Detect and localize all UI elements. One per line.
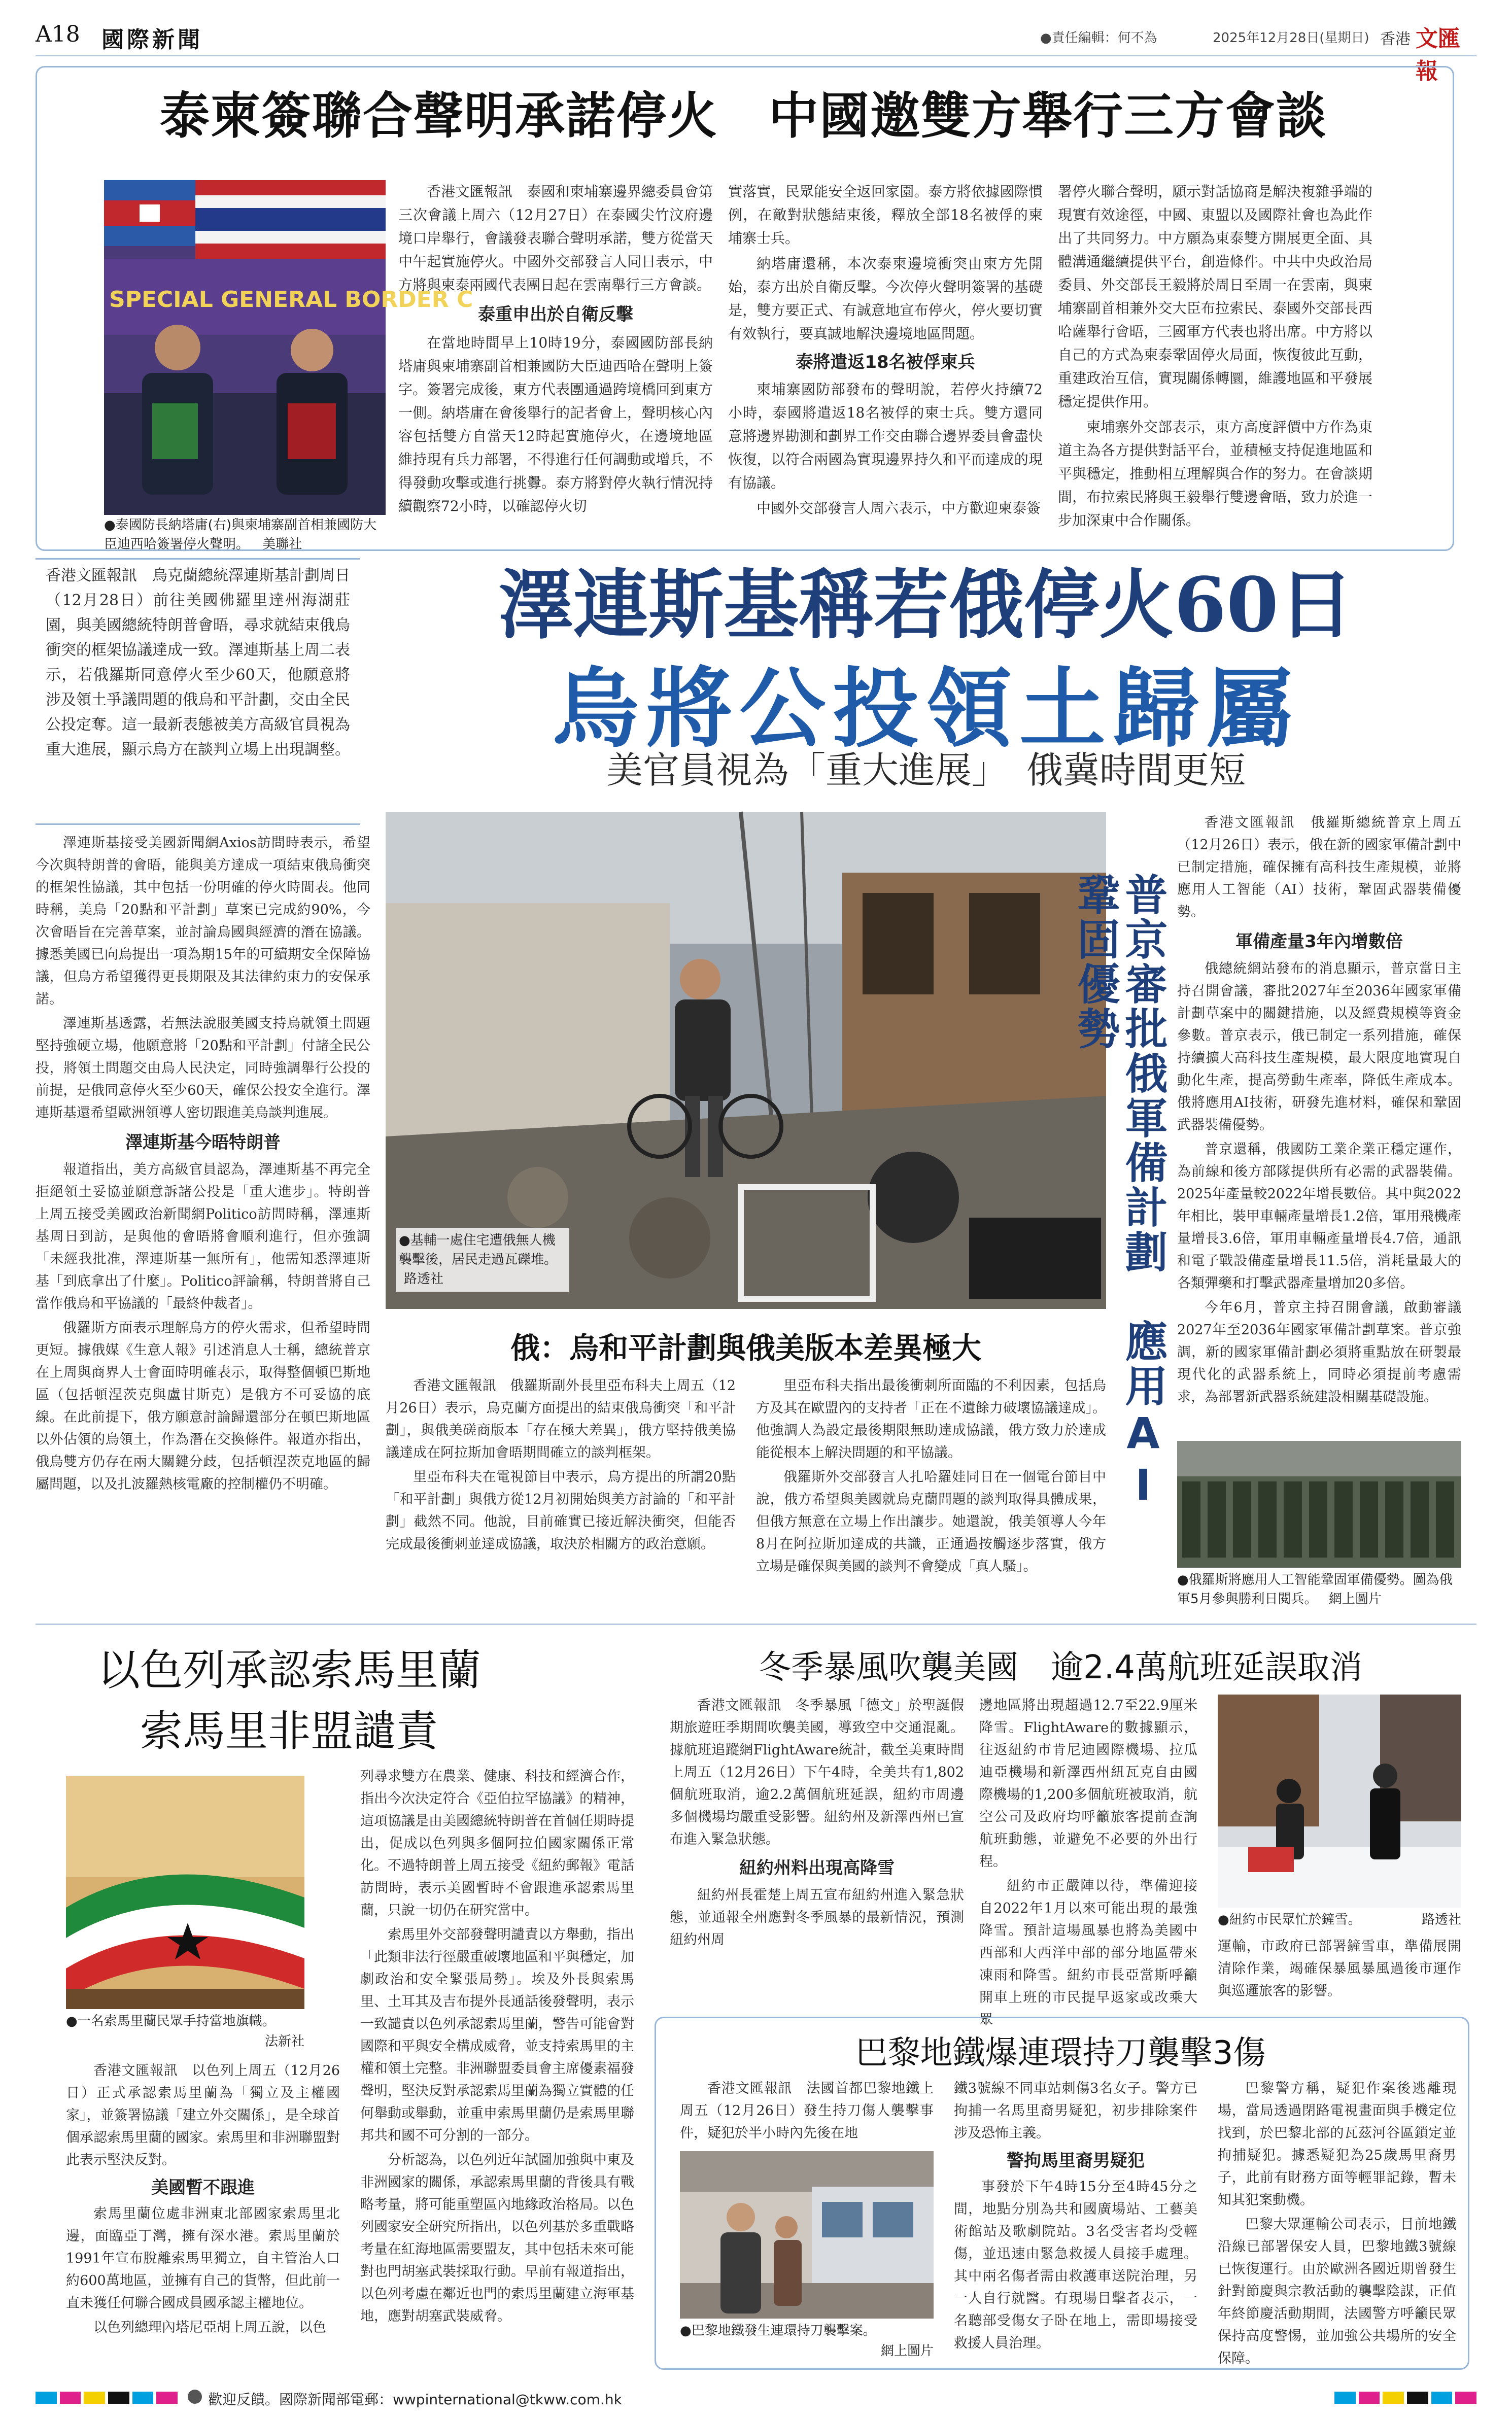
- section-divider: [36, 1624, 1476, 1625]
- right-column: [1177, 812, 1461, 1426]
- story1-caption-text: ●泰國防長納塔庸(右)與柬埔寨副首相兼國防大臣迪西哈簽署停火聲明。: [104, 517, 376, 552]
- region-label: 香港: [1380, 30, 1411, 48]
- main-lead: 香港文匯報訊 烏克蘭總統澤連斯基計劃周日（12月28日）前往美國佛羅里達州海湖莊園，與美國總統特朗普會晤，尋求就結束俄烏衝突的框架協議達成一致。澤連斯基上周二表示，若俄羅斯同意停火至少60天，他願意將涉及領土爭議問題的俄烏和平計劃，交由全民公投定奪。這一最新表態被美方高級官員視為重大進展，顯示烏方在談判立場上出現調整。: [46, 567, 350, 758]
- somali-paragraph-1: 香港文匯報訊 以色列上周五（12月26日）正式承認索馬里蘭為「獨立及主權國家」，並簽署協議「建立外交關係」，是全球首個承認索馬里蘭的國家。索馬里和非洲聯盟對此表示堅決反對。: [66, 2063, 340, 2168]
- story1-caption-credit: 美聯社: [262, 537, 302, 552]
- right-subhead: 軍備產量3年內增數倍: [1235, 931, 1403, 952]
- somali-subhead: 美國暫不跟進: [151, 2178, 255, 2198]
- masthead-divider: [36, 55, 1476, 56]
- right-paragraph-1: 香港文匯報訊 俄羅斯總統普京上周五（12月26日）表示，俄在新的國家軍備計劃中已制定措施，確保擁有高科技生產規模，並將應用人工智能（AI）技術，鞏固武器裝備優勢。: [1177, 815, 1461, 920]
- storm-column-2: [979, 1695, 1197, 2028]
- main-mid-paragraph-4: 俄羅斯外交部發言人扎哈羅娃同日在一個電台節目中說，俄方希望與美國就烏克蘭問題的談判取得具體成果，但俄方無意在立場上作出讓步。她還說，俄美領導人今年8月在阿拉斯加達成的共識，正通過按觸逐步落實，俄方立場是確保與美國的談判不會變成「真人騷」。: [756, 1469, 1106, 1574]
- story1-paragraph-5: 柬埔寨國防部發布的聲明說，若停火持續72小時，泰國將遣返18名被俘的柬士兵。雙方還同意將邊界勘測和劃界工作交由聯合邊界委員會盡快恢復，以符合兩國為實現邊界持久和平而達成的現有協議。: [728, 381, 1043, 491]
- right-vertical-headline: 普京審批俄軍備計劃 應用AI鞏固優勢: [1071, 873, 1168, 1512]
- main-left-paragraph-2: 澤連斯基透露，若無法說服美國支持烏就領土問題堅持強硬立場，他願意將「20點和平計劃」付諸全民公投，將領土問題交由烏人民決定，同時強調舉行公投的前提，是俄同意停火至少60天，確保公投安全進行。澤連斯基還希望歐洲領導人密切跟進美烏談判進展。: [36, 1016, 370, 1121]
- storm-column-3: [1218, 1936, 1461, 2009]
- color-bar-right: [1334, 2392, 1476, 2404]
- masthead: [36, 20, 1476, 84]
- page-number: A18: [36, 21, 80, 47]
- story1-paragraph-8: 柬埔寨外交部表示，東方高度評價中方作為東道主為各方提供對話平台，並積極支持促進地區和平與穩定，推動相互理解與合作的努力。在會談期間，布拉索民將與王毅舉行雙邊會晤，致力於進一步加深東中合作關係。: [1058, 419, 1372, 529]
- kyiv-caption-credit: 路透社: [404, 1271, 444, 1287]
- footer: [36, 2385, 1476, 2410]
- main-left-subhead: 澤連斯基今晤特朗普: [125, 1132, 281, 1153]
- paris-paragraph-1: 香港文匯報訊 法國首都巴黎地鐵上周五（12月26日）發生持刀傷人襲擊事件，疑犯於半小時內先後在地: [680, 2081, 934, 2141]
- paris-headline: 巴黎地鐵爆連環持刀襲擊3傷: [855, 2034, 1266, 2072]
- story1-subhead-2: 泰將遣返18名被俘柬兵: [796, 352, 975, 372]
- storm-column-1: [670, 1695, 964, 2009]
- somali-headline-2: 索馬里非盟譴責: [140, 1706, 438, 1756]
- snow-shoveling-illustration: [1218, 1695, 1461, 1908]
- somali-paragraph-4: 列尋求雙方在農業、健康、科技和經濟合作，指出今次決定符合《亞伯拉罕協議》的精神，這項協議是由美國總統特朗普在首個任期時提出，促成以色列與多個阿拉伯國家關係正常化。不過特朗普上周五接受《紐約郵報》電話訪問時，表示美國暫時不會跟進承認索馬里蘭，只說一切仍在研究當中。: [360, 1769, 634, 1918]
- footer-text: 歡迎反饋。國際新聞部電郵：wwpinternational@tkww.com.hk: [208, 2391, 622, 2408]
- paris-column-1a: [680, 2078, 934, 2154]
- story1-headline: 泰柬簽聯合聲明承諾停火 中國邀雙方舉行三方會談: [159, 87, 1327, 145]
- story1-paragraph-3: 實落實，民眾能安全返回家園。泰方將依據國際慣例，在敵對狀態結束後，釋放全部18名被俘的柬埔寨士兵。: [728, 183, 1043, 247]
- main-headline-2: 烏將公投領土歸屬: [552, 658, 1299, 759]
- paris-paragraph-4: 巴黎警方稱，疑犯作案後逃離現場，當局透過閉路電視畫面與手機定位找到，於巴黎北部的瓦茲河谷區鎖定並拘捕疑犯。據悉疑犯為25歲馬里裔男子，此前有財務方面等輕罪記錄，暫未知其犯案動機。: [1218, 2081, 1456, 2208]
- parade-caption-credit: 網上圖片: [1328, 1592, 1382, 1607]
- main-mid-paragraph-2: 里亞布科夫在電視節目中表示，烏方提出的所謂20點「和平計劃」與俄方從12月初開始與美方討論的「和平計劃」截然不同。他說，目前確實已接近解決衝突，但能否完成最後衝刺並達成協議，取決於相關方的政治意願。: [386, 1469, 736, 1552]
- paris-paragraph-3: 事發於下午4時15分至4時45分之間，地點分別為共和國廣場站、工藝美術館站及歌劇院站。3名受害者均受輕傷，並迅速由緊急救援人員接手處理。其中兩名傷者需由救護車送院治理，另一人自行就醫。有現場目擊者表示，一名聽部受傷女子卧在地上，需即場接受救援人員治理。: [954, 2179, 1197, 2351]
- parade-caption: [1177, 1570, 1461, 1609]
- paper-logo: 文匯報: [1416, 26, 1460, 84]
- paris-column-3: [1218, 2078, 1456, 2366]
- somali-paragraph-6: 分析認為，以色列近年試圖加強與中東及非洲國家的關係，承認索馬里蘭的背後具有戰略考量，將可能重塑區內地緣政治格局。以色列國家安全研究所指出，以色列基於多重戰略考量在紅海地區需要盟友，其中包括未來可能對也門胡塞武裝採取行動。早前有報道指出，以色列考慮在鄰近也門的索馬里蘭建立海軍基地，應對胡塞武裝威脅。: [360, 2152, 634, 2324]
- story1-photo: [104, 180, 473, 515]
- somali-paragraph-5: 索馬里外交部發聲明譴責以方舉動，指出「此類非法行徑嚴重破壞地區和平與穩定，加劇政治和安全緊張局勢」。埃及外長與索馬里、土耳其及吉布提外長通話後發聲明，表示一致譴責以色列承認索馬里蘭，警告可能會對國際和平與安全構成威脅，並支持索馬里的主權和領土完整。非洲聯盟委員會主席優素福發聲明，堅決反對承認索馬里蘭為獨立實體的任何舉動或舉動，並重申索馬里蘭仍是索馬里聯邦共和國不可分割的一部分。: [360, 1927, 634, 2144]
- right-paragraph-3: 普京還稱，俄國防工業企業正穩定運作，為前線和後方部隊提供所有必需的武器裝備。2025年產量較2022年增長數倍。其中與2022年相比，裝甲車輛產量增長1.2倍，軍用飛機產量增長3.6倍，軍用車輛產量增長4.7倍，通訊和電子戰設備產量增長11.5倍，消耗量最大的各類彈藥和打擊武器產量增加20多倍。: [1177, 1142, 1461, 1291]
- storm-caption-text: ●紐約市民眾忙於鏟雪。: [1218, 1912, 1361, 1927]
- story1-column-2: [728, 180, 1043, 535]
- main-left-paragraph-1: 澤連斯基接受美國新聞網Axios訪問時表示，希望今次與特朗普的會晤，能與美方達成一項結束俄烏衝突的框架性協議，其中包括一份明確的停火時間表。他同時稱，美烏「20點和平計劃」草案已完成約90%，今次會晤旨在完善草案，並討論烏國與經濟的潛在協議。據悉美國已向烏提出一項為期15年的可續期安全保障協議，但烏方希望獲得更長期限及其法律約束力的安保承諾。: [36, 835, 370, 1007]
- somali-caption: [66, 2012, 304, 2049]
- storm-paragraph-3: 邊地區將出現超過12.7至22.9厘米降雪。FlightAware的數據顯示，往返紐約市肯尼迪國際機場、拉瓜迪亞機場和新澤西州紐瓦克自由國際機場的1,200多個航班被取消，航空公司及政府均呼籲旅客提前查詢航班動態，並避免不必要的外出行程。: [979, 1698, 1197, 1870]
- story1-paragraph-4: 納塔庸還稱，本次泰柬邊境衝突由柬方先開始，泰方出於自衛反擊。今次停火聲明簽署的基礎是，雙方要正式、有誠意地宣布停火，停火要切實有效執行，要真誠地解決邊境地區問題。: [728, 255, 1043, 342]
- story1-paragraph-6: 中國外交部發言人周六表示，中方歡迎柬泰簽: [757, 500, 1041, 516]
- editor-credit: ●責任編輯：何不為: [1040, 30, 1157, 46]
- main-left-paragraph-3: 報道指出，美方高級官員認為，澤連斯基不再完全拒絕領土妥協並願意訴諸公投是「重大進步」。特朗普上周五接受美國政治新聞網Politico訪問時稱，澤連斯基周日到訪，是與他的會晤將會順利進行，但亦強調「未經我批准，澤連斯基一無所有」，他需知悉澤連斯基「到底拿出了什麼」。Politico評論稱，特朗普將自己當作俄烏和平協議的「最終仲裁者」。: [36, 1162, 370, 1311]
- somali-headline-1: 以色列承認索馬里蘭: [97, 1645, 481, 1695]
- parade-photo: [1177, 1441, 1461, 1568]
- signing-ceremony-illustration: [104, 180, 473, 515]
- storm-paragraph-5: 運輸，市政府已部署鏟雪車，準備展開清除作業，竭確保暴風暴風過後市運作與巡邏旅客的影響。: [1218, 1939, 1461, 1999]
- right-paragraph-4: 今年6月，普京主持召開會議，啟動審議2027年至2036年國家軍備計劃草案。普京強調，新的國家軍備計劃必須將重點放在研製最現代化的武器系統上，同時必須提前考慮需求，為部署新武器系統建設相關基礎設施。: [1177, 1300, 1461, 1405]
- story1-caption: [104, 515, 386, 554]
- somaliland-flag-illustration: [66, 1776, 304, 2009]
- storm-caption: [1218, 1910, 1461, 1929]
- paris-subhead: 警拘馬里裔男疑犯: [1007, 2151, 1145, 2171]
- main-subhead: 美官員視為「重大進展」 俄冀時間更短: [606, 749, 1246, 791]
- somali-caption-text: ●一名索馬里蘭民眾手持當地旗幟。: [66, 2014, 276, 2029]
- story1-column-1: [398, 180, 713, 535]
- story1-column-3: [1058, 180, 1372, 535]
- parade-caption-text: ●俄羅斯將應用人工智能鞏固軍備優勢。圖為俄軍5月參與勝利日閱兵。: [1177, 1572, 1453, 1607]
- somali-column-2: [360, 1766, 634, 2374]
- military-parade-illustration: [1177, 1441, 1461, 1568]
- storm-caption-credit: 路透社: [1421, 1912, 1461, 1927]
- story1-paragraph-2: 在當地時間早上10時19分，泰國國防部長納塔庸與柬埔寨副首相兼國防大臣迪西哈在聲明上簽字。簽署完成後，東方代表團通過跨境橋回到東方一側。納塔庸在會後舉行的記者會上，聲明核心內容包括雙方自當天12時起實施停火，在邊境地區維持現有兵力部署，不得進行任何調動或增兵，不得發動攻擊或進行挑釁。泰方將對停火執行情況持續觀察72小時，以確認停火切: [398, 334, 713, 514]
- storm-photo: [1218, 1695, 1461, 1908]
- metro-station-illustration: [680, 2151, 934, 2319]
- main-mid-paragraph-1: 香港文匯報訊 俄羅斯副外長里亞布科夫上周五（12月26日）表示，烏克蘭方面提出的結束俄烏衝突「和平計劃」，與俄美磋商版本「存在極大差異」，俄方堅持俄美協議達成在阿拉斯加會晤期間確立的談判框架。: [386, 1378, 736, 1461]
- main-left-paragraph-4: 俄羅斯方面表示理解烏方的停火需求，但希望時間更短。據俄媒《生意人報》引述消息人士稱，總統普京在上周與商界人士會面時明確表示，取得整個頓巴斯地區（包括頓涅茨克與盧甘斯克）是俄方不可妥協的底線。在此前提下，俄方願意討論歸還部分在頓巴斯地區以外佔領的烏領土，作為潛在交換條件。報道亦指出，俄烏雙方仍存在兩大關鍵分歧，包括頓涅茨克地區的歸屬問題，以及扎波羅熱核電廠的控制權仍不明確。: [36, 1320, 370, 1492]
- somali-photo: [66, 1776, 304, 2009]
- main-left-column: [36, 832, 370, 1624]
- paris-paragraph-2: 鐵3號線不同車站刺傷3名女子。警方已拘捕一名馬里裔男疑犯，初步排除案件涉及恐怖主義。: [954, 2081, 1197, 2141]
- somali-paragraph-3: 以色列總理內塔尼亞胡上周五說，以色: [93, 2320, 326, 2335]
- paris-caption: [680, 2321, 934, 2359]
- storm-paragraph-2: 紐約州長霍楚上周五宣布紐約州進入緊急狀態，並通報全州應對冬季風暴的最新情況，預測紐約州周: [670, 1887, 964, 1948]
- main-headline-1: 澤連斯基稱若俄停火60日: [498, 561, 1354, 649]
- issue-date: 2025年12月28日(星期日): [1213, 30, 1369, 46]
- storm-headline: 冬季暴風吹襲美國 逾2.4萬航班延誤取消: [759, 1649, 1362, 1686]
- feedback-icon: [188, 2390, 202, 2404]
- color-bar: [36, 2392, 178, 2404]
- storm-paragraph-4: 紐約市正嚴陣以待，準備迎接自2022年1月以來可能出現的最強降雪。預計這場風暴也將為美國中西部和大西洋中部的部分地區帶來凍雨和降雪。紐約市長亞當斯呼籲開車上班的市民提早返家或改乘大眾: [979, 1878, 1197, 2028]
- story1-lead: 香港文匯報訊 泰國和柬埔寨邊界總委員會第三次會議上周六（12月27日）在泰國尖竹汶府邊境口岸舉行，會議發表聯合聲明承諾，雙方從當天中午起實施停火。中國外交部發言人同日表示，中方將與柬泰兩國代表團日起在雲南舉行三方會談。: [398, 183, 713, 293]
- somali-column-1: [66, 2060, 340, 2374]
- somali-paragraph-2: 索馬里蘭位處非洲東北部國家索馬里北邊，面臨亞丁灣，擁有深水港。索馬里蘭於1991年宣布脫離索馬里獨立，自主管治人口約600萬地區，並擁有自己的貨幣，但此前一直未獲任何聯合國成員國承認主權地位。: [66, 2206, 340, 2311]
- ceremony-banner-text: SPECIAL GENERAL BORDER C: [109, 287, 473, 313]
- paris-photo: [680, 2151, 934, 2319]
- paris-caption-credit: 網上圖片: [880, 2343, 934, 2359]
- main-mid-subhead: 俄：烏和平計劃與俄美版本差異極大: [510, 1331, 981, 1365]
- right-paragraph-2: 俄總統網站發布的消息顯示，普京當日主持召開會議，審批2027年至2036年國家軍備計劃草案中的關鍵措施，以及經費規模等資金參數。普京表示，俄已制定一系列措施，確保持續擴大高科技生產規模，最大限度地實現自動化生產，提高勞動生產率，降低生產成本。俄將應用AI技術，研發先進材料，確保和鞏固武器裝備優勢。: [1177, 961, 1461, 1133]
- story1-subhead-1: 泰重申出於自衛反擊: [478, 304, 633, 325]
- paris-caption-text: ●巴黎地鐵發生連環持刀襲擊案。: [680, 2323, 876, 2338]
- storm-subhead: 紐約州料出現高降雪: [739, 1858, 895, 1878]
- paris-paragraph-5: 巴黎大眾運輸公司表示，目前地鐵沿線已部署保安人員，巴黎地鐵3號線已恢復運行。由於歐洲各國近期曾發生針對節慶與宗教活動的襲擊陰謀，正值年終節慶活動期間，法國警方呼籲民眾保持高度警惕，並加強公共場所的安全保障。: [1218, 2217, 1456, 2366]
- storm-paragraph-1: 香港文匯報訊 冬季暴風「德文」於聖誕假期旅遊旺季期間吹襲美國，導致空中交通混亂。據航班追蹤網FlightAware統計，截至美東時間上周五（12月26日）下午4時，全美共有1,802個航班取消，逾2.2萬個航班延誤，紐約市周邊多個機場均嚴重受影響。紐約州及新澤西州已宣布進入緊急狀態。: [670, 1698, 964, 1847]
- story1-paragraph-7: 署停火聯合聲明，願示對話協商是解決複雜爭端的現實有效途徑，中國、東盟以及國際社會也為此作出了共同努力。中方願為東泰雙方開展更全面、具體溝通繼續提供平台，創造條件。中共中央政治局委員、外交部長王毅將於周日至周一在雲南，與柬埔寨副首相兼外交大臣布拉索民、泰國外交部長西哈薩舉行會晤，三國軍方代表也將出席。中方將以自己的方式為柬泰鞏固停火局面，恢復彼此互動，重建政治互信，實現關係轉圜，維護地區和平發展穩定提供作用。: [1058, 183, 1372, 410]
- somali-caption-credit: 法新社: [264, 2034, 304, 2049]
- section-name: 國際新聞: [101, 27, 203, 53]
- kyiv-caption-text: ●基輔一處住宅遭俄無人機襲擊後，居民走過瓦礫堆。: [399, 1233, 558, 1267]
- main-mid-column-1: [386, 1375, 736, 1613]
- kyiv-photo-caption: [396, 1228, 569, 1292]
- main-mid-column-2: [756, 1375, 1106, 1613]
- paris-column-2: [954, 2078, 1197, 2362]
- main-mid-paragraph-3: 里亞布科夫指出最後衝刺所面臨的不利因素，包括烏方及其在歐盟內的支持者「正在不遺餘力破壞協議達成」。他強調人為設定最後期限無助達成協議，俄方致力於達成能從根本上解決問題的和平協議。: [756, 1378, 1106, 1461]
